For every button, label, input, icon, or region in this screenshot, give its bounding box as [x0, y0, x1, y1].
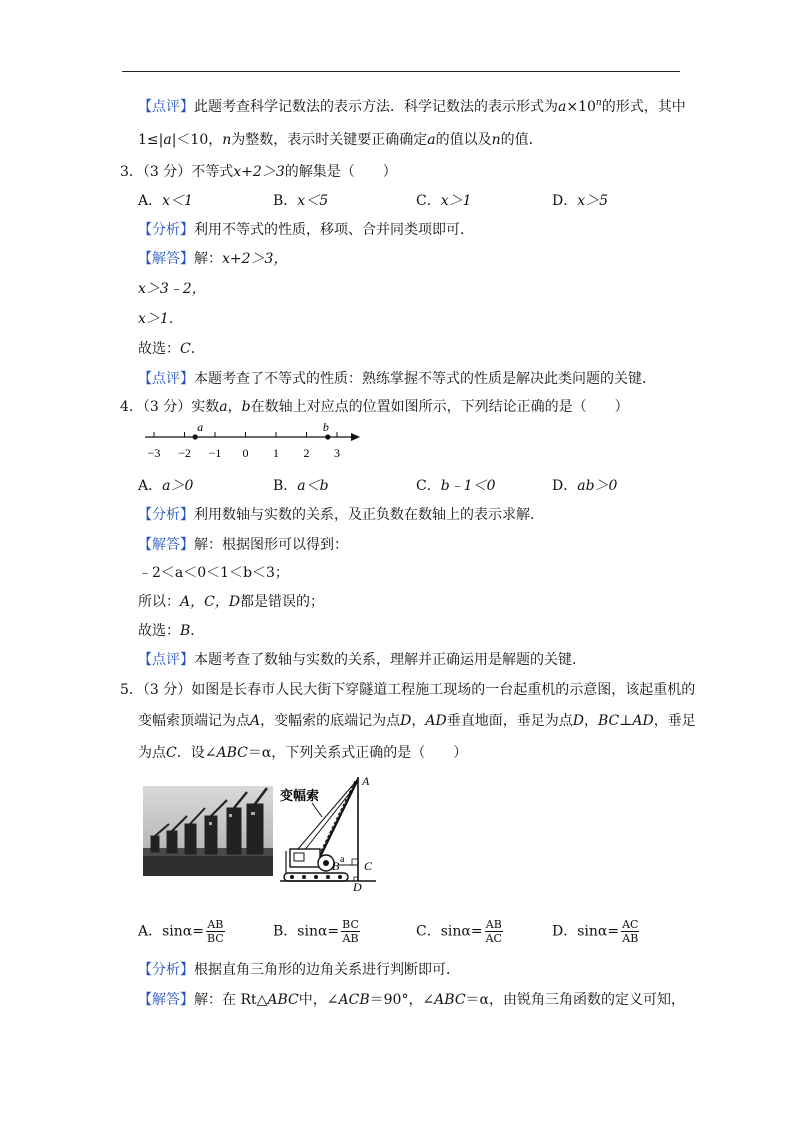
q4-comment: 【点评】本题考查了数轴与实数的关系，理解并正确运用是解题的关键．	[138, 652, 586, 668]
text: 1≤|	[138, 132, 164, 148]
rope-label: 变幅索	[280, 789, 320, 804]
q3-option-c: C．x＞1	[416, 193, 472, 209]
q3-answer	[138, 249, 287, 269]
point-b-label: b	[322, 420, 329, 434]
var-n: n	[491, 132, 501, 148]
q4-option-d: D．ab＞0	[552, 478, 618, 494]
q5-stem-line3: 为点C．设∠ABC＝α，下列关系式正确的是（ ）	[138, 745, 468, 761]
q5-stem-line1: 5．（3 分）如图是长春市人民大街下穿隧道工程施工现场的一台起重机的示意图，该起重机的	[120, 682, 696, 698]
header-rule	[122, 71, 680, 72]
tick-label: −1	[208, 446, 222, 460]
question-number: 4．	[120, 399, 143, 415]
q3-choose: 故选：C．	[138, 341, 205, 357]
q4-step2: 所以：A，C，D都是错误的；	[138, 594, 325, 610]
tick-label: −3	[147, 446, 161, 460]
q3-step1: x＞3﹣2，	[138, 281, 206, 297]
question-number: 3．	[120, 164, 143, 180]
var-a: a	[558, 99, 567, 115]
q3-option-a: A．x＜1	[138, 193, 193, 209]
text: 为整数，表示时关键要正确确定	[231, 132, 428, 148]
text: 的解集是（ ）	[284, 164, 397, 180]
q3-option-b: B．x＜5	[273, 193, 329, 209]
var-a: a	[427, 132, 436, 148]
text: 的形式，其中	[601, 99, 686, 115]
q5-answer: 【解答】解：在 Rt△ABC中，∠ACB＝90°，∠ABC＝α，由锐角三角函数的定义可知，	[138, 992, 686, 1008]
math-expr: x+2＞3，	[222, 251, 288, 267]
q4-stem: 4．（3 分）实数a，b在数轴上对应点的位置如图所示，下列结论正确的是（ ）	[120, 399, 629, 415]
q3-option-d: D．x＞5	[552, 193, 609, 209]
exponent-n: n	[595, 98, 602, 108]
q5-option-d: D．sinα= $\frac{AC}{AB}$	[552, 918, 639, 945]
crane-schematic	[278, 773, 380, 891]
answer-tag: 【解答】	[138, 992, 194, 1008]
var-a: a	[163, 132, 172, 148]
point-a	[193, 434, 198, 439]
math-expr: x+2＞3	[233, 164, 285, 180]
crane-photo	[143, 786, 273, 876]
label-a: A	[362, 774, 370, 788]
answer-tag: 【解答】	[138, 537, 194, 553]
text: 的值．	[500, 132, 543, 148]
question-number: 5．	[120, 682, 143, 698]
analysis-tag: 【分析】	[138, 962, 194, 978]
tick-label: 0	[242, 446, 249, 460]
text: ×10	[566, 99, 596, 115]
q3-step2: x＞1．	[138, 311, 183, 327]
q5-option-c: C．sinα= $\frac{AB}{AC}$	[416, 918, 502, 945]
comment-tag: 【点评】	[138, 652, 194, 668]
q4-option-a: A．a＞0	[138, 478, 194, 494]
tick-label: 2	[303, 446, 310, 460]
number-line-figure	[140, 418, 370, 464]
q3-comment	[138, 369, 656, 389]
q4-option-b: B．a＜b	[273, 478, 329, 494]
text: （3 分）不等式	[142, 164, 234, 180]
comment-q2-line2	[138, 130, 543, 150]
comment-tag: 【点评】	[138, 99, 194, 115]
analysis-tag: 【分析】	[138, 222, 194, 238]
q3-analysis	[138, 220, 474, 240]
q5-option-b: B．sinα= $\frac{BC}{AB}$	[273, 918, 359, 945]
number-line-arrow-icon	[351, 433, 360, 441]
text: 此题考查科学记数法的表示方法．科学记数法的表示形式为	[194, 99, 558, 115]
q4-analysis: 【分析】利用数轴与实数的关系，及正负数在数轴上的表示求解．	[138, 507, 544, 523]
q4-answer: 【解答】解：根据图形可以得到：	[138, 537, 348, 553]
tick-label: 1	[273, 446, 279, 460]
q5-analysis: 【分析】根据直角三角形的边角关系进行判断即可．	[138, 962, 460, 978]
analysis-tag: 【分析】	[138, 507, 194, 523]
tick-label: 3	[334, 446, 340, 460]
q5-stem-line2: 变幅索顶端记为点A，变幅索的底端记为点D，AD垂直地面，垂足为点D，BC⊥AD，垂足	[138, 713, 696, 729]
label-d: D	[353, 880, 362, 891]
point-b	[325, 434, 330, 439]
q3-stem	[120, 162, 397, 182]
point-a-label: a	[197, 420, 204, 434]
text: 解：	[194, 251, 222, 267]
comment-tag: 【点评】	[138, 371, 194, 387]
text: 利用不等式的性质，移项、合并同类项即可．	[194, 222, 474, 238]
label-alpha: a	[340, 854, 345, 865]
comment-q2-line1	[138, 97, 686, 117]
text: 本题考查了不等式的性质：熟练掌握不等式的性质是解决此类问题的关键．	[194, 371, 656, 387]
text: |＜10，	[171, 132, 223, 148]
text: 的值以及	[435, 132, 492, 148]
var-n: n	[222, 132, 232, 148]
q4-option-c: C．b﹣1＜0	[416, 478, 496, 494]
answer-tag: 【解答】	[138, 251, 194, 267]
label-b: B	[332, 859, 340, 873]
q5-option-a: A．sinα= $\frac{AB}{BC}$	[138, 918, 224, 945]
q4-step1: ﹣2＜a＜0＜1＜b＜3；	[138, 565, 289, 581]
label-c: C	[364, 859, 373, 873]
rope	[316, 779, 358, 865]
tick-label: −2	[178, 446, 191, 460]
q4-choose: 故选：B．	[138, 623, 205, 639]
